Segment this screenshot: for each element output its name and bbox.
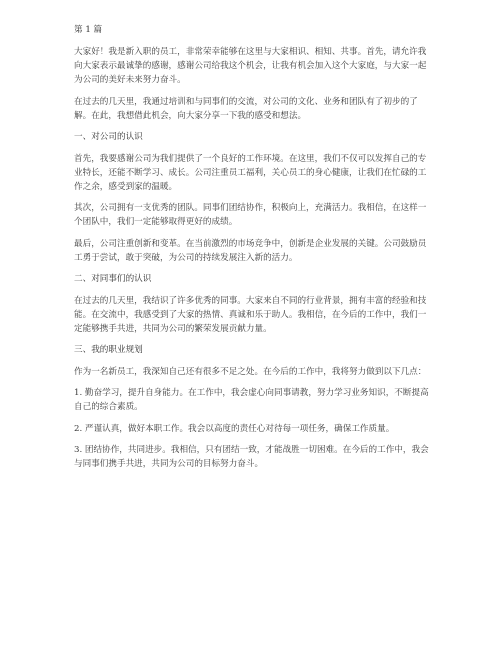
document-page <box>74 24 434 479</box>
career-point-1: 1. 勤奋学习，提升自身能力。在工作中，我会虚心向同事请教，努力学习业务知识，不断提高自己的综合素质。 <box>74 388 429 412</box>
experience-paragraph: 在过去的几天里，我通过培训和与同事们的交流，对公司的文化、业务和团队有了初步的了解。在此，我想借此机会，向大家分享一下我的感受和想法。 <box>74 96 418 121</box>
section-heading-career: 三、我的职业规划 <box>74 345 143 355</box>
company-paragraph-team: 其次，公司拥有一支优秀的团队。同事们团结协作，积极向上，充满活力。我相信，在这样一个团队中，我们一定能够取得更好的成绩。 <box>74 203 427 227</box>
section-heading-company: 一、对公司的认识 <box>74 132 143 142</box>
company-paragraph-innovation: 最后，公司注重创新和变革。在当前激烈的市场竞争中，创新是企业发展的关键。公司鼓励员工勇于尝试，敢于突破，为公司的持续发展注入新的活力。 <box>74 238 427 263</box>
career-intro-paragraph: 作为一名新员工，我深知自己还有很多不足之处。在今后的工作中，我将努力做到以下几点： <box>74 366 427 377</box>
company-paragraph-environment: 首先，我要感谢公司为我们提供了一个良好的工作环境。在这里，我们不仅可以发挥自己的专业特长，还能不断学习、成长。公司注重员工福利，关心员工的身心健康，让我们在忙碌的工作之余，感受到家的温暖。 <box>74 153 427 192</box>
section-heading-colleagues: 二、对同事们的认识 <box>74 274 152 284</box>
colleagues-paragraph: 在过去的几天里，我结识了许多优秀的同事。大家来自不同的行业背景，拥有丰富的经验和技能。在交流中，我感受到了大家的热情、真诚和乐于助人。我相信，在今后的工作中，我们一定能够携手共进，共同为公司的繁荣发展贡献力量。 <box>74 295 427 334</box>
career-point-2: 2. 严谨认真，做好本职工作。我会以高度的责任心对待每一项任务，确保工作质量。 <box>74 423 395 434</box>
intro-paragraph: 大家好！我是新入职的员工，非常荣幸能够在这里与大家相识、相知、共事。首先，请允许我向大家表示最诚挚的感谢，感谢公司给我这个机会，让我有机会加入这个大家庭，与大家一起为公司的美好未来努力奋斗。 <box>74 47 427 85</box>
career-point-3: 3. 团结协作，共同进步。我相信，只有团结一致，才能战胜一切困难。在今后的工作中，我会与同事们携手共进，共同为公司的目标努力奋斗。 <box>74 445 429 469</box>
document-title: 第 1 篇 <box>74 25 103 35</box>
